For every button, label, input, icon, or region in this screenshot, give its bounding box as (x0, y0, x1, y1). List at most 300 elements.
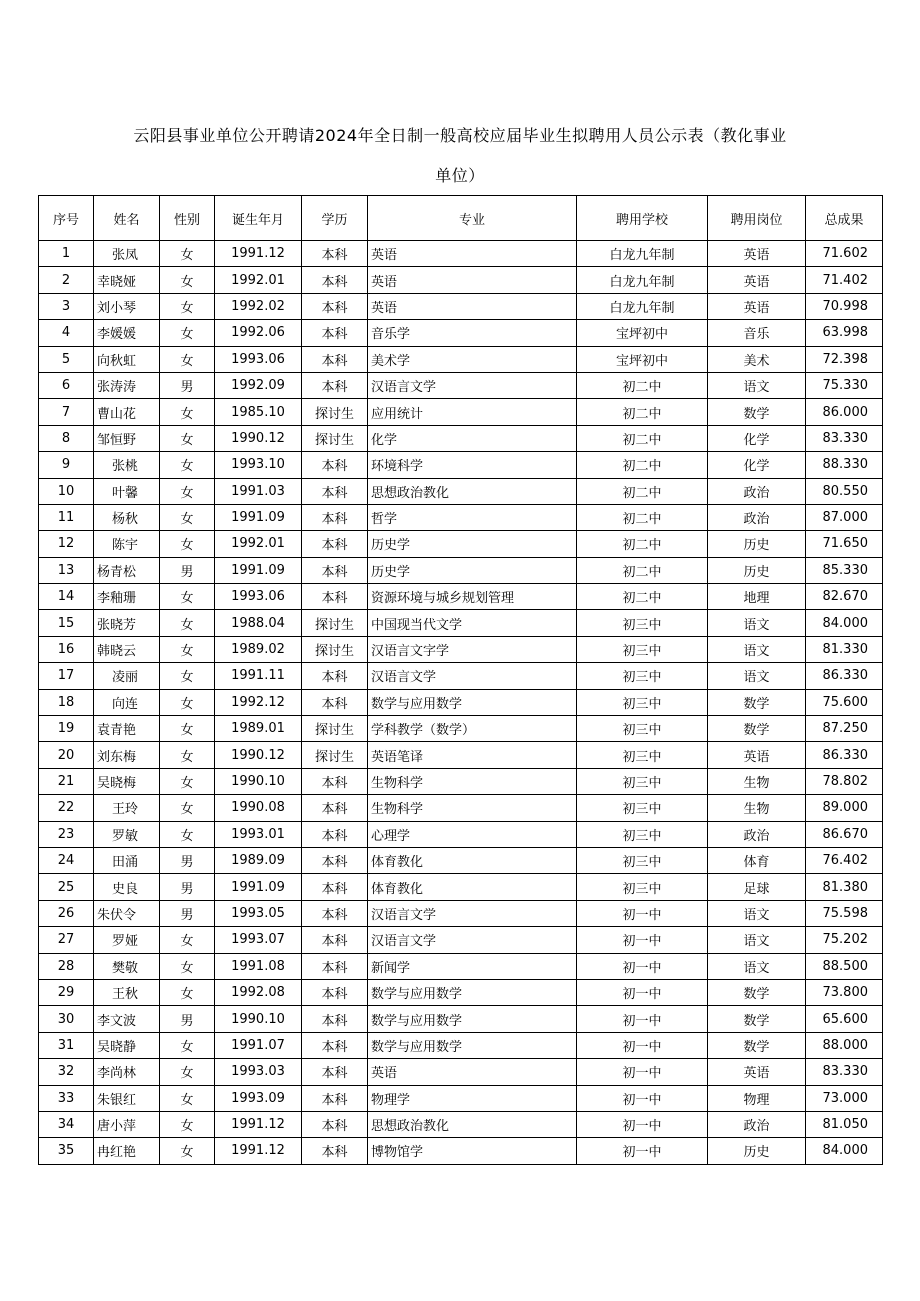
cell-education: 本科 (302, 900, 368, 926)
cell-post: 数学 (708, 716, 806, 742)
cell-major: 体育教化 (368, 847, 577, 873)
cell-school: 初二中 (577, 399, 708, 425)
cell-score: 75.598 (806, 900, 883, 926)
cell-major: 应用统计 (368, 399, 577, 425)
cell-major: 物理学 (368, 1085, 577, 1111)
cell-major: 汉语言文学 (368, 900, 577, 926)
cell-name: 王玲 (94, 795, 160, 821)
cell-school: 初一中 (577, 1032, 708, 1058)
cell-post: 生物 (708, 795, 806, 821)
table-row (39, 953, 883, 979)
cell-no: 15 (39, 610, 94, 636)
table-body (39, 241, 883, 1165)
cell-no: 4 (39, 320, 94, 346)
cell-school: 初二中 (577, 531, 708, 557)
cell-post: 语文 (708, 927, 806, 953)
cell-gender: 女 (160, 584, 215, 610)
cell-major: 心理学 (368, 821, 577, 847)
cell-major: 思想政治教化 (368, 478, 577, 504)
cell-education: 本科 (302, 346, 368, 372)
document-title: 云阳县事业单位公开聘请2024年全日制一般高校应届毕业生拟聘用人员公示表（教化事业 (133, 126, 787, 145)
cell-post: 数学 (708, 1032, 806, 1058)
cell-education: 本科 (302, 320, 368, 346)
cell-name: 王秋 (94, 979, 160, 1005)
cell-birth: 1993.05 (215, 900, 302, 926)
cell-post: 语文 (708, 663, 806, 689)
cell-gender: 女 (160, 689, 215, 715)
cell-no: 11 (39, 504, 94, 530)
cell-no: 14 (39, 584, 94, 610)
cell-birth: 1992.01 (215, 267, 302, 293)
cell-score: 88.330 (806, 452, 883, 478)
cell-school: 白龙九年制 (577, 293, 708, 319)
cell-name: 吴晓静 (94, 1032, 160, 1058)
cell-post: 物理 (708, 1085, 806, 1111)
cell-no: 7 (39, 399, 94, 425)
cell-school: 初三中 (577, 610, 708, 636)
cell-school: 初二中 (577, 425, 708, 451)
cell-score: 81.380 (806, 874, 883, 900)
table-row (39, 900, 883, 926)
cell-gender: 男 (160, 372, 215, 398)
cell-score: 81.050 (806, 1111, 883, 1137)
cell-school: 白龙九年制 (577, 267, 708, 293)
cell-gender: 女 (160, 320, 215, 346)
cell-birth: 1993.10 (215, 452, 302, 478)
cell-post: 美术 (708, 346, 806, 372)
cell-gender: 女 (160, 531, 215, 557)
cell-score: 86.330 (806, 663, 883, 689)
header-school: 聘用学校 (577, 196, 708, 241)
cell-gender: 女 (160, 504, 215, 530)
cell-education: 本科 (302, 372, 368, 398)
cell-name: 韩晓云 (94, 636, 160, 662)
cell-score: 70.998 (806, 293, 883, 319)
cell-score: 72.398 (806, 346, 883, 372)
cell-no: 13 (39, 557, 94, 583)
cell-birth: 1992.08 (215, 979, 302, 1005)
cell-name: 冉红艳 (94, 1138, 160, 1164)
cell-education: 探讨生 (302, 716, 368, 742)
cell-education: 本科 (302, 241, 368, 267)
cell-birth: 1990.10 (215, 768, 302, 794)
cell-score: 83.330 (806, 1059, 883, 1085)
cell-no: 3 (39, 293, 94, 319)
cell-birth: 1992.06 (215, 320, 302, 346)
cell-education: 本科 (302, 531, 368, 557)
table-row (39, 1032, 883, 1058)
cell-gender: 女 (160, 663, 215, 689)
cell-major: 汉语言文学 (368, 372, 577, 398)
cell-major: 数学与应用数学 (368, 1006, 577, 1032)
cell-school: 初三中 (577, 768, 708, 794)
cell-no: 22 (39, 795, 94, 821)
cell-school: 初二中 (577, 584, 708, 610)
cell-post: 英语 (708, 241, 806, 267)
cell-major: 历史学 (368, 557, 577, 583)
cell-major: 英语 (368, 293, 577, 319)
cell-score: 88.500 (806, 953, 883, 979)
cell-school: 初二中 (577, 372, 708, 398)
table-row (39, 979, 883, 1005)
cell-birth: 1993.03 (215, 1059, 302, 1085)
cell-no: 18 (39, 689, 94, 715)
cell-score: 76.402 (806, 847, 883, 873)
cell-school: 初一中 (577, 1085, 708, 1111)
cell-education: 本科 (302, 1032, 368, 1058)
cell-school: 初三中 (577, 795, 708, 821)
cell-major: 生物科学 (368, 768, 577, 794)
table-row (39, 716, 883, 742)
cell-birth: 1991.03 (215, 478, 302, 504)
cell-education: 本科 (302, 874, 368, 900)
table-row (39, 478, 883, 504)
cell-education: 本科 (302, 795, 368, 821)
header-score: 总成果 (806, 196, 883, 241)
cell-birth: 1991.08 (215, 953, 302, 979)
cell-post: 音乐 (708, 320, 806, 346)
cell-education: 探讨生 (302, 636, 368, 662)
cell-gender: 女 (160, 636, 215, 662)
cell-birth: 1990.12 (215, 425, 302, 451)
cell-name: 凌丽 (94, 663, 160, 689)
cell-gender: 女 (160, 478, 215, 504)
cell-major: 英语 (368, 267, 577, 293)
cell-no: 28 (39, 953, 94, 979)
cell-post: 数学 (708, 979, 806, 1005)
cell-no: 23 (39, 821, 94, 847)
cell-major: 资源环境与城乡规划管理 (368, 584, 577, 610)
cell-education: 本科 (302, 478, 368, 504)
cell-post: 数学 (708, 399, 806, 425)
cell-school: 初一中 (577, 1059, 708, 1085)
cell-name: 曹山花 (94, 399, 160, 425)
table-row (39, 372, 883, 398)
cell-education: 本科 (302, 267, 368, 293)
cell-school: 宝坪初中 (577, 320, 708, 346)
table-row (39, 531, 883, 557)
table-row (39, 768, 883, 794)
cell-birth: 1990.08 (215, 795, 302, 821)
cell-gender: 女 (160, 768, 215, 794)
cell-post: 化学 (708, 425, 806, 451)
cell-name: 李尚林 (94, 1059, 160, 1085)
cell-name: 张凤 (94, 241, 160, 267)
cell-name: 张涛涛 (94, 372, 160, 398)
cell-score: 71.650 (806, 531, 883, 557)
table-row (39, 267, 883, 293)
cell-post: 历史 (708, 1138, 806, 1164)
cell-gender: 男 (160, 1006, 215, 1032)
cell-education: 本科 (302, 689, 368, 715)
cell-post: 语文 (708, 953, 806, 979)
table-row (39, 399, 883, 425)
cell-name: 幸晓娅 (94, 267, 160, 293)
cell-education: 探讨生 (302, 425, 368, 451)
cell-score: 71.402 (806, 267, 883, 293)
cell-birth: 1993.07 (215, 927, 302, 953)
cell-education: 本科 (302, 979, 368, 1005)
table-row (39, 504, 883, 530)
header-row (39, 196, 883, 241)
cell-major: 体育教化 (368, 874, 577, 900)
cell-education: 本科 (302, 953, 368, 979)
cell-major: 学科教学（数学） (368, 716, 577, 742)
cell-school: 初二中 (577, 504, 708, 530)
cell-school: 初三中 (577, 821, 708, 847)
cell-score: 87.250 (806, 716, 883, 742)
cell-gender: 女 (160, 399, 215, 425)
cell-birth: 1990.12 (215, 742, 302, 768)
cell-school: 初三中 (577, 874, 708, 900)
cell-post: 语文 (708, 372, 806, 398)
cell-post: 英语 (708, 293, 806, 319)
cell-score: 78.802 (806, 768, 883, 794)
cell-post: 生物 (708, 768, 806, 794)
cell-post: 英语 (708, 267, 806, 293)
cell-gender: 女 (160, 795, 215, 821)
cell-school: 初一中 (577, 953, 708, 979)
cell-name: 李釉珊 (94, 584, 160, 610)
cell-education: 本科 (302, 663, 368, 689)
cell-no: 1 (39, 241, 94, 267)
header-gender: 性别 (160, 196, 215, 241)
cell-score: 86.670 (806, 821, 883, 847)
cell-gender: 女 (160, 1032, 215, 1058)
cell-major: 化学 (368, 425, 577, 451)
cell-gender: 男 (160, 557, 215, 583)
cell-gender: 女 (160, 610, 215, 636)
cell-birth: 1991.11 (215, 663, 302, 689)
cell-birth: 1991.12 (215, 241, 302, 267)
cell-education: 本科 (302, 1085, 368, 1111)
cell-no: 35 (39, 1138, 94, 1164)
cell-gender: 女 (160, 425, 215, 451)
cell-birth: 1993.06 (215, 584, 302, 610)
cell-score: 73.800 (806, 979, 883, 1005)
cell-no: 20 (39, 742, 94, 768)
cell-name: 张桃 (94, 452, 160, 478)
cell-score: 84.000 (806, 610, 883, 636)
cell-name: 向连 (94, 689, 160, 715)
cell-birth: 1993.01 (215, 821, 302, 847)
cell-birth: 1993.09 (215, 1085, 302, 1111)
cell-major: 数学与应用数学 (368, 979, 577, 1005)
hiring-table (38, 195, 883, 1165)
cell-score: 85.330 (806, 557, 883, 583)
cell-gender: 女 (160, 267, 215, 293)
cell-major: 新闻学 (368, 953, 577, 979)
cell-post: 地理 (708, 584, 806, 610)
cell-birth: 1991.09 (215, 557, 302, 583)
cell-gender: 女 (160, 742, 215, 768)
header-no: 序号 (39, 196, 94, 241)
cell-gender: 男 (160, 847, 215, 873)
cell-education: 本科 (302, 1138, 368, 1164)
cell-school: 初二中 (577, 452, 708, 478)
table-row (39, 1111, 883, 1137)
cell-no: 33 (39, 1085, 94, 1111)
table-row (39, 584, 883, 610)
cell-score: 65.600 (806, 1006, 883, 1032)
cell-post: 数学 (708, 689, 806, 715)
cell-major: 音乐学 (368, 320, 577, 346)
cell-name: 吴晓梅 (94, 768, 160, 794)
cell-no: 26 (39, 900, 94, 926)
cell-school: 初三中 (577, 636, 708, 662)
cell-gender: 女 (160, 1059, 215, 1085)
cell-no: 21 (39, 768, 94, 794)
cell-education: 本科 (302, 584, 368, 610)
cell-education: 探讨生 (302, 610, 368, 636)
cell-post: 足球 (708, 874, 806, 900)
cell-no: 32 (39, 1059, 94, 1085)
cell-education: 本科 (302, 847, 368, 873)
table-row (39, 689, 883, 715)
cell-name: 刘小琴 (94, 293, 160, 319)
cell-school: 初一中 (577, 979, 708, 1005)
header-birth: 诞生年月 (215, 196, 302, 241)
cell-school: 初三中 (577, 847, 708, 873)
cell-no: 27 (39, 927, 94, 953)
cell-score: 86.330 (806, 742, 883, 768)
cell-score: 75.330 (806, 372, 883, 398)
table-row (39, 557, 883, 583)
table-row (39, 927, 883, 953)
cell-school: 宝坪初中 (577, 346, 708, 372)
table-row (39, 320, 883, 346)
cell-major: 数学与应用数学 (368, 1032, 577, 1058)
cell-major: 数学与应用数学 (368, 689, 577, 715)
cell-major: 思想政治教化 (368, 1111, 577, 1137)
cell-birth: 1989.09 (215, 847, 302, 873)
cell-major: 博物馆学 (368, 1138, 577, 1164)
cell-post: 语文 (708, 610, 806, 636)
cell-gender: 女 (160, 452, 215, 478)
cell-school: 初一中 (577, 1138, 708, 1164)
cell-no: 25 (39, 874, 94, 900)
cell-birth: 1991.12 (215, 1111, 302, 1137)
table-row (39, 425, 883, 451)
cell-gender: 男 (160, 900, 215, 926)
cell-birth: 1991.12 (215, 1138, 302, 1164)
cell-gender: 女 (160, 927, 215, 953)
cell-post: 政治 (708, 1111, 806, 1137)
cell-birth: 1993.06 (215, 346, 302, 372)
cell-gender: 男 (160, 874, 215, 900)
cell-score: 87.000 (806, 504, 883, 530)
cell-school: 白龙九年制 (577, 241, 708, 267)
cell-gender: 女 (160, 716, 215, 742)
cell-birth: 1990.10 (215, 1006, 302, 1032)
cell-no: 29 (39, 979, 94, 1005)
table-row (39, 636, 883, 662)
cell-name: 杨青松 (94, 557, 160, 583)
cell-no: 17 (39, 663, 94, 689)
cell-education: 本科 (302, 1111, 368, 1137)
cell-post: 政治 (708, 504, 806, 530)
cell-birth: 1989.02 (215, 636, 302, 662)
cell-post: 政治 (708, 478, 806, 504)
cell-name: 朱银红 (94, 1085, 160, 1111)
cell-gender: 女 (160, 346, 215, 372)
cell-post: 英语 (708, 742, 806, 768)
cell-education: 本科 (302, 768, 368, 794)
cell-birth: 1989.01 (215, 716, 302, 742)
cell-no: 30 (39, 1006, 94, 1032)
cell-post: 英语 (708, 1059, 806, 1085)
cell-gender: 女 (160, 1138, 215, 1164)
cell-no: 10 (39, 478, 94, 504)
cell-birth: 1991.09 (215, 504, 302, 530)
cell-name: 罗娅 (94, 927, 160, 953)
cell-birth: 1991.09 (215, 874, 302, 900)
cell-name: 张晓芳 (94, 610, 160, 636)
cell-education: 本科 (302, 293, 368, 319)
cell-birth: 1991.07 (215, 1032, 302, 1058)
cell-name: 邹恒野 (94, 425, 160, 451)
cell-major: 中国现当代文学 (368, 610, 577, 636)
cell-post: 数学 (708, 1006, 806, 1032)
table-row (39, 293, 883, 319)
cell-gender: 女 (160, 241, 215, 267)
cell-birth: 1992.01 (215, 531, 302, 557)
cell-education: 本科 (302, 1059, 368, 1085)
cell-gender: 女 (160, 953, 215, 979)
cell-education: 本科 (302, 1006, 368, 1032)
cell-education: 探讨生 (302, 399, 368, 425)
cell-score: 71.602 (806, 241, 883, 267)
cell-score: 81.330 (806, 636, 883, 662)
cell-no: 6 (39, 372, 94, 398)
cell-name: 樊敬 (94, 953, 160, 979)
cell-major: 生物科学 (368, 795, 577, 821)
cell-score: 63.998 (806, 320, 883, 346)
table-row (39, 1138, 883, 1164)
cell-major: 哲学 (368, 504, 577, 530)
cell-school: 初一中 (577, 900, 708, 926)
cell-score: 84.000 (806, 1138, 883, 1164)
cell-education: 本科 (302, 927, 368, 953)
cell-school: 初三中 (577, 663, 708, 689)
cell-name: 刘东梅 (94, 742, 160, 768)
cell-education: 本科 (302, 504, 368, 530)
cell-score: 89.000 (806, 795, 883, 821)
cell-birth: 1988.04 (215, 610, 302, 636)
table-row (39, 663, 883, 689)
cell-score: 83.330 (806, 425, 883, 451)
cell-school: 初一中 (577, 927, 708, 953)
header-post: 聘用岗位 (708, 196, 806, 241)
cell-score: 80.550 (806, 478, 883, 504)
table-row (39, 610, 883, 636)
cell-name: 田涌 (94, 847, 160, 873)
cell-school: 初三中 (577, 742, 708, 768)
cell-major: 汉语言文字学 (368, 636, 577, 662)
table-row (39, 874, 883, 900)
cell-education: 本科 (302, 557, 368, 583)
cell-score: 75.202 (806, 927, 883, 953)
cell-name: 李媛媛 (94, 320, 160, 346)
cell-score: 88.000 (806, 1032, 883, 1058)
cell-name: 史良 (94, 874, 160, 900)
cell-major: 英语 (368, 241, 577, 267)
cell-birth: 1992.02 (215, 293, 302, 319)
header-education: 学历 (302, 196, 368, 241)
cell-major: 汉语言文学 (368, 927, 577, 953)
header-name: 姓名 (94, 196, 160, 241)
cell-birth: 1992.12 (215, 689, 302, 715)
